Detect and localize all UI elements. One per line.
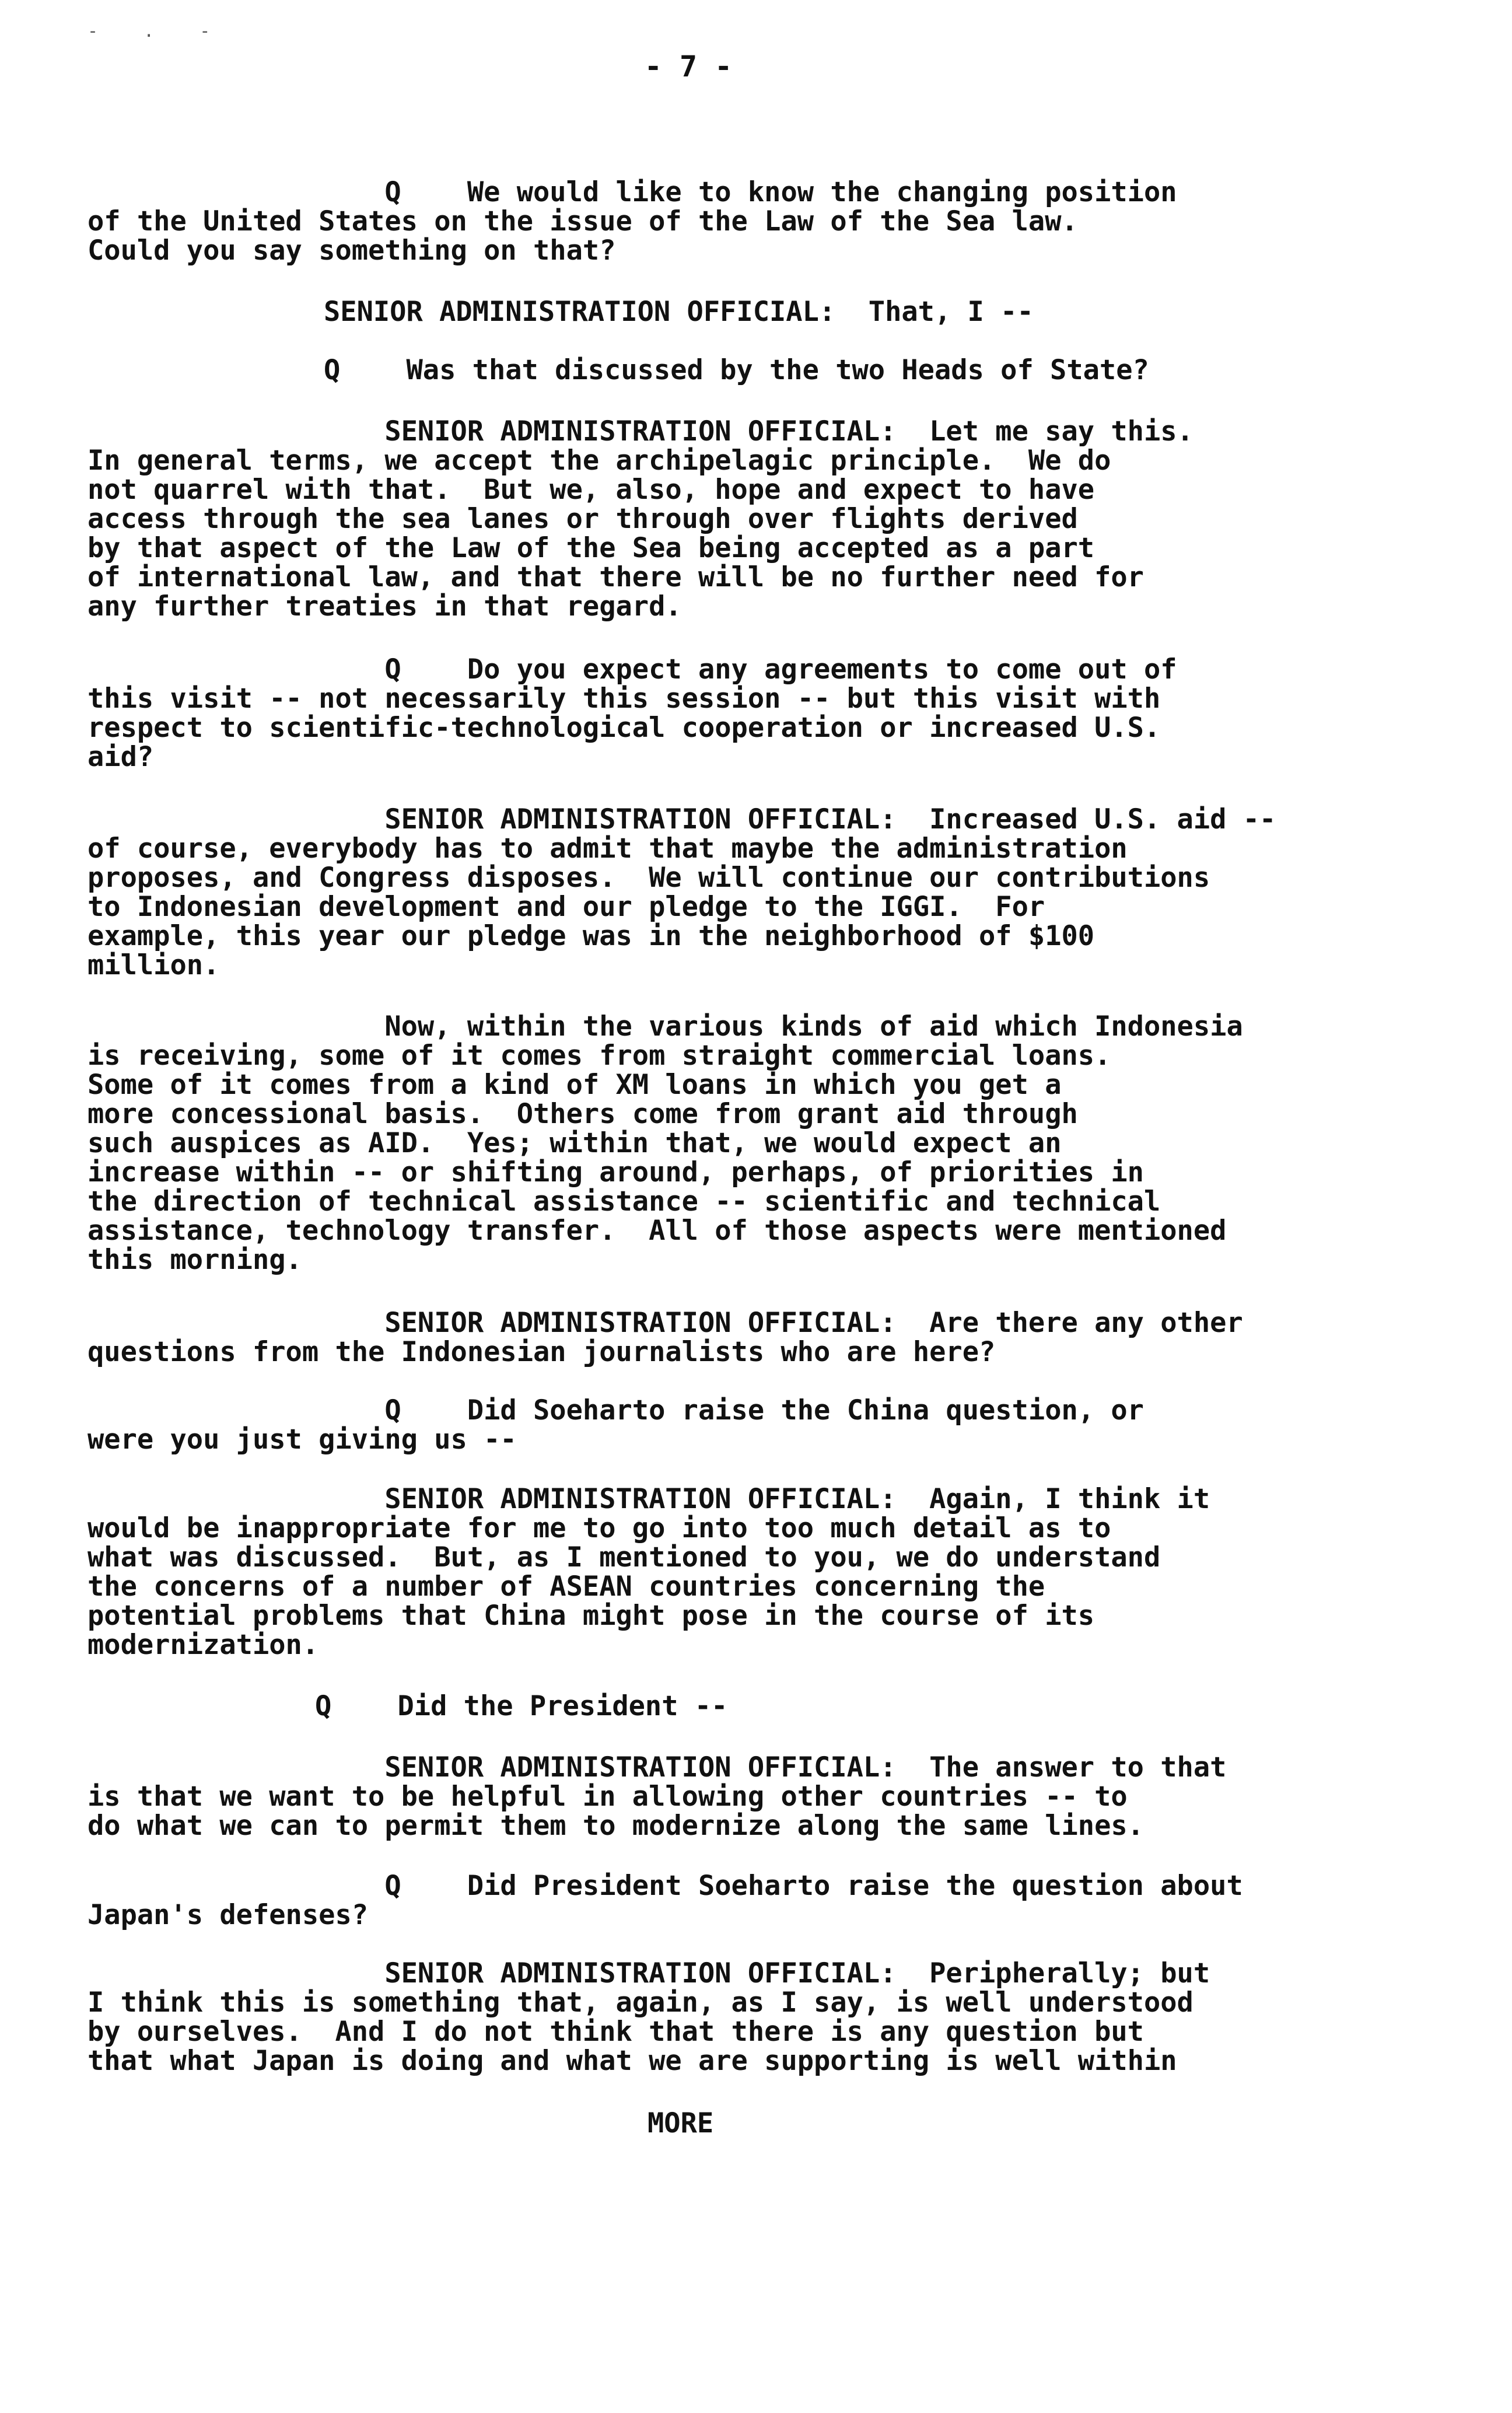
continuation-marker: MORE — [648, 2107, 714, 2139]
paragraph-question-president: Q Did the President -- — [315, 1690, 728, 1722]
paragraph-question-law-of-sea: Q We would like to know the changing position of the United States on the issue of the Law of the Sea law. Could you say something on that? — [88, 176, 1177, 267]
paragraph-question-china: Q Did Soeharto raise the China question, or were you just giving us -- — [88, 1394, 1144, 1456]
scan-artifact-mark: - . - — [88, 21, 228, 41]
paragraph-answer-archipelagic: SENIOR ADMINISTRATION OFFICIAL: Let me say this. In general terms, we accept the archipelagic principle. We do not quarrel with that. But we, also, hope and expect to have access through the sea lanes or through over flights derived by that aspect of the Law of the Sea being accepted as a part of international law, and that there will be no further need for any further treaties in that regard. — [88, 415, 1194, 623]
paragraph-answer-interrupted: SENIOR ADMINISTRATION OFFICIAL: That, I -- — [324, 296, 1034, 328]
paragraph-question-japan: Q Did President Soeharto raise the question about Japan's defenses? — [88, 1870, 1243, 1931]
paragraph-answer-modernize: SENIOR ADMINISTRATION OFFICIAL: The answer to that is that we want to be helpful in allowing other countries -- to do what we can to permit them to modernize along the same lines. — [88, 1751, 1227, 1842]
paragraph-answer-china: SENIOR ADMINISTRATION OFFICIAL: Again, I think it would be inappropriate for me to go into too much detail as to what was discussed. But, as I mentioned to you, we do understand the concerns of a number of ASEAN countries concerning the potential problems that China might pose in the course of its modernization. — [88, 1483, 1210, 1661]
page-number: - 7 - — [644, 50, 733, 83]
paragraph-question-agreements: Q Do you expect any agreements to come out of this visit -- not necessarily this session -- but this visit with respect to scientific-technological cooperation or increased U.S. aid? — [88, 653, 1177, 773]
paragraph-answer-aid: SENIOR ADMINISTRATION OFFICIAL: Increased U.S. aid -- of course, everybody has to admit that maybe the administration proposes, and Congress disposes. We will continue our contributions to Indonesian development and our pledge to the IGGI. For example, this year our pledge was in the neighborhood of $100 million. — [88, 803, 1276, 981]
paragraph-question-heads-of-state: Q Was that discussed by the two Heads of State? — [324, 354, 1149, 386]
paragraph-aid-kinds: Now, within the various kinds of aid which Indonesia is receiving, some of it comes from straight commercial loans. Some of it comes from a kind of XM loans in which you get a more concessional basis. Others come from grant aid through such auspices as AID. Yes; within that, we would expect an increase within -- or shifting around, perhaps, of priorities in the direction of technical assistance -- scientific and technical assistance, technology transfer. All of those aspects were mentioned this morning. — [88, 1010, 1243, 1276]
paragraph-answer-japan: SENIOR ADMINISTRATION OFFICIAL: Peripherally; but I think this is something that, again, as I say, is well understood by ourselves. And I do not think that there is any question but that what Japan is doing and what we are supporting is well within — [88, 1957, 1210, 2077]
paragraph-other-questions: SENIOR ADMINISTRATION OFFICIAL: Are there any other questions from the Indonesian journalists who are here? — [88, 1307, 1243, 1368]
